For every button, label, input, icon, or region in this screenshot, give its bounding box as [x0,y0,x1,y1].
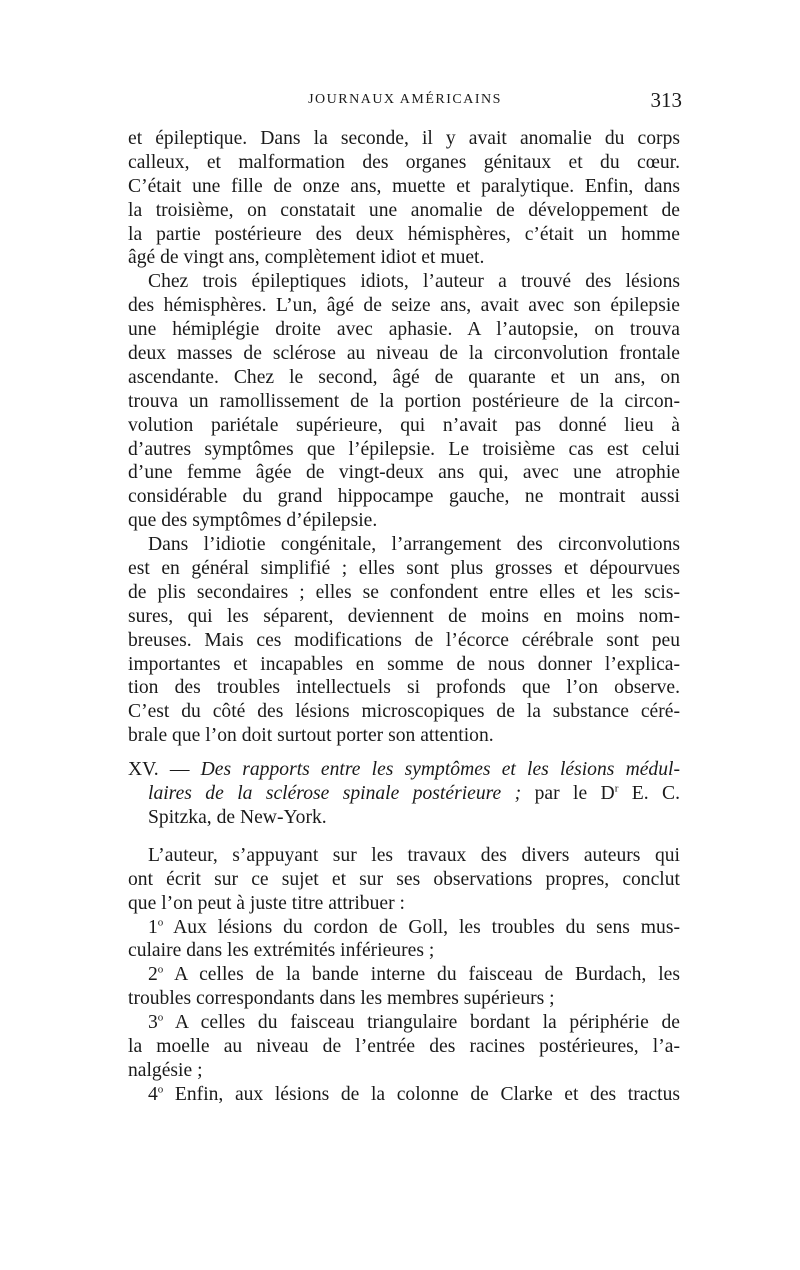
text-line: C’était une fille de onze ans, muette et paralytique. Enfin, dans [128,175,680,197]
text-line: que l’on peut à juste titre attribuer : [128,892,405,914]
page-number: 313 [650,88,682,112]
numbered-list [128,916,680,1107]
list-item-4 [128,1083,680,1107]
running-title: JOURNAUX AMÉRICAINS [308,92,502,107]
text-line: une hémiplégie droite avec aphasie. A l’autopsie, on trouva [128,319,680,341]
section-heading [128,758,680,830]
text-line: tion des troubles intellectuels si profonds que l’on observe. [128,677,680,699]
section-title-line [128,782,680,806]
text-line: d’autres symptômes que l’épilepsie. Le troisième cas est celui [128,438,680,460]
text-line: troubles correspondants dans les membres supérieurs ; [128,988,555,1010]
page-header [128,88,682,116]
text-line: âgé de vingt ans, complètement idiot et muet. [128,247,485,269]
paragraph-2 [128,270,680,533]
text-line: est en général simplifié ; elles sont plus grosses et dépourvues [128,558,680,580]
text-line: la partie postérieure des deux hémisphères, c’était un homme [128,223,680,245]
section-title-line [128,758,680,782]
body-text [128,127,680,1107]
list-item-1 [128,916,680,940]
text-line: ascendante. Chez le second, âgé de quarante et un ans, on [128,366,680,388]
text-line: ont écrit sur ce sujet et sur ses observations propres, conclut [128,868,680,890]
text-line: brale que l’on doit surtout porter son attention. [128,725,494,747]
text-line: la troisième, on constatait une anomalie de développement de [128,199,680,221]
author-by: par le D [534,783,615,805]
ordinal-superscript: o [157,1011,164,1024]
text-line: et épileptique. Dans la seconde, il y avait anomalie du corps [128,128,680,149]
spacer [128,830,680,844]
text-line: la moelle au niveau de l’entrée des racines postérieures, l’a- [128,1035,680,1057]
list-text: Enfin, aux lésions de la colonne de Clarke et des tractus [174,1083,680,1105]
list-number: 2 [148,964,158,986]
list-number: 3 [148,1012,158,1034]
text-line: breuses. Mais ces modifications de l’écorce cérébrale sont peu [128,629,680,651]
text-line: de plis secondaires ; elles se confondent entre elles et les scis- [128,581,680,603]
text-line: L’auteur, s’appuyant sur les travaux des divers auteurs qui [148,844,680,866]
list-item-3 [128,1011,680,1035]
list-item-2 [128,963,680,987]
text-line: Dans l’idiotie congénitale, l’arrangement des circonvolutions [148,534,680,556]
dr-superscript: r [614,782,619,795]
text-line: considérable du grand hippocampe gauche, ne montrait aussi [128,486,680,508]
section-numeral: XV. [128,759,159,781]
text-line: calleux, et malformation des organes génitaux et du cœur. [128,151,680,173]
spacer [128,748,680,758]
author-initials: E. C. [631,783,680,805]
paragraph-3 [128,533,680,748]
text-line: culaire dans les extrémités inférieures ; [128,940,435,962]
text-line: nalgésie ; [128,1059,203,1081]
text-line: sures, qui les séparent, deviennent de moins en moins nom- [128,605,680,627]
text-line: des hémisphères. L’un, âgé de seize ans, avait avec son épilepsie [128,295,680,317]
text-line: importantes et incapables en somme de nous donner l’explica- [128,653,680,675]
section-dash: — [169,759,190,781]
author-line: Spitzka, de New-York. [148,806,327,828]
ordinal-superscript: o [157,963,164,976]
list-number: 1 [148,916,158,938]
section-title-cont: laires de la sclérose spinale postérieure ; [148,783,522,805]
list-text: A celles de la bande interne du faisceau de Burdach, les [174,964,680,986]
list-text: Aux lésions du cordon de Goll, les troubles du sens mus- [173,916,680,938]
text-line: deux masses de sclérose au niveau de la circonvolution frontale [128,343,680,365]
text-line: d’une femme âgée de vingt-deux ans qui, avec une atrophie [128,462,680,484]
paragraph-4 [128,844,680,916]
section-title: Des rapports entre les symptômes et les lésions médul- [200,759,680,781]
ordinal-superscript: o [157,1083,164,1096]
text-line: trouva un ramollissement de la portion postérieure de la circon- [128,390,680,412]
ordinal-superscript: o [157,915,164,928]
text-line: volution pariétale supérieure, qui n’avait pas donné lieu à [128,414,680,436]
text-line: C’est du côté des lésions microscopiques de la substance céré- [128,701,680,723]
list-text: A celles du faisceau triangulaire bordant la périphérie de [174,1012,680,1034]
text-line: que des symptômes d’épilepsie. [128,510,378,532]
text-line: Chez trois épileptiques idiots, l’auteur a trouvé des lésions [148,271,680,293]
paragraph-1 [128,127,680,270]
list-number: 4 [148,1083,158,1105]
